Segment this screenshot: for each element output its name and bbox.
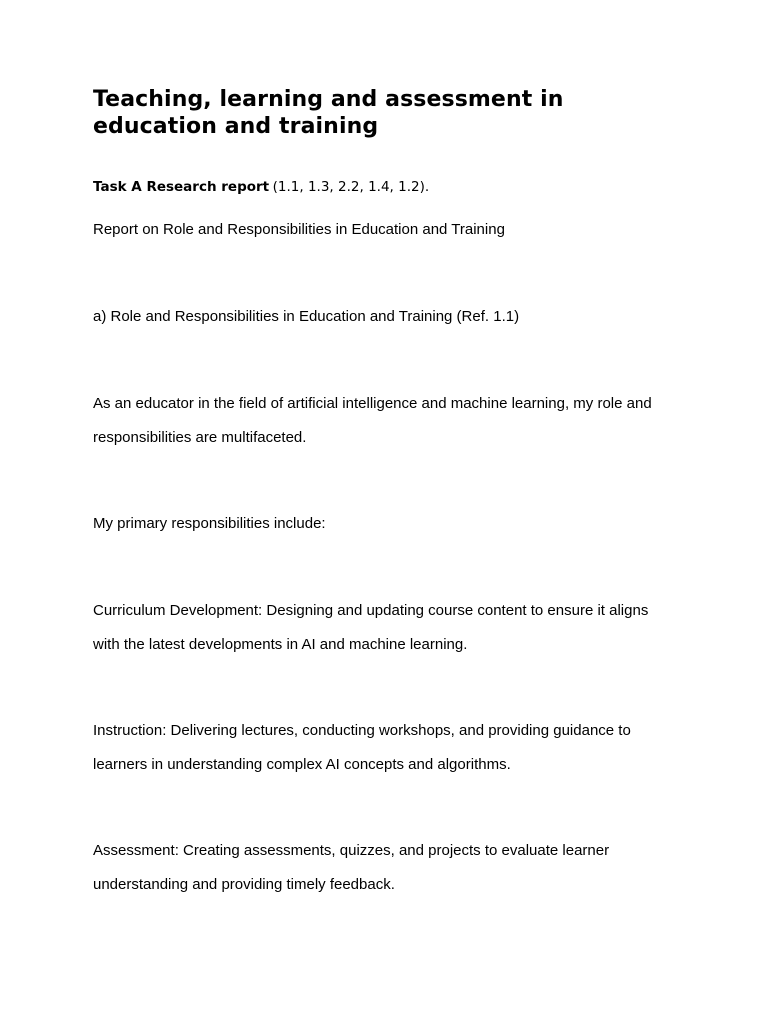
report-title-paragraph (93, 213, 683, 247)
section-a-heading (93, 300, 683, 334)
instruction-paragraph (93, 714, 683, 782)
paragraph-line: Assessment: Creating assessments, quizzes, and projects to evaluate learner (93, 842, 610, 859)
paragraph-line: As an educator in the field of artificial intelligence and machine learning, my role and (93, 395, 652, 412)
paragraph-line: with the latest developments in AI and machine learning. (93, 636, 468, 653)
paragraph-line: understanding and providing timely feedback. (93, 876, 395, 893)
educator-role-paragraph (93, 387, 683, 455)
paragraph-line: Curriculum Development: Designing and updating course content to ensure it aligns (93, 602, 649, 619)
assessment-paragraph (93, 834, 683, 902)
paragraph-line: responsibilities are multifaceted. (93, 429, 307, 446)
paragraph-line: a) Role and Responsibilities in Education and Training (Ref. 1.1) (93, 308, 520, 325)
paragraph-line: My primary responsibilities include: (93, 515, 326, 532)
paragraph-line: learners in understanding complex AI concepts and algorithms. (93, 756, 511, 773)
task-heading (93, 178, 429, 197)
primary-responsibilities-paragraph (93, 507, 683, 541)
curriculum-development-paragraph (93, 594, 683, 662)
document-title: Teaching, learning and assessment in education and training (93, 87, 564, 139)
paragraph-line: Instruction: Delivering lectures, conducting workshops, and providing guidance to (93, 722, 631, 739)
task-references: (1.1, 1.3, 2.2, 1.4, 1.2). (272, 179, 430, 195)
task-label: Task A Research report (93, 179, 270, 195)
paragraph-line: Report on Role and Responsibilities in Education and Training (93, 221, 505, 238)
